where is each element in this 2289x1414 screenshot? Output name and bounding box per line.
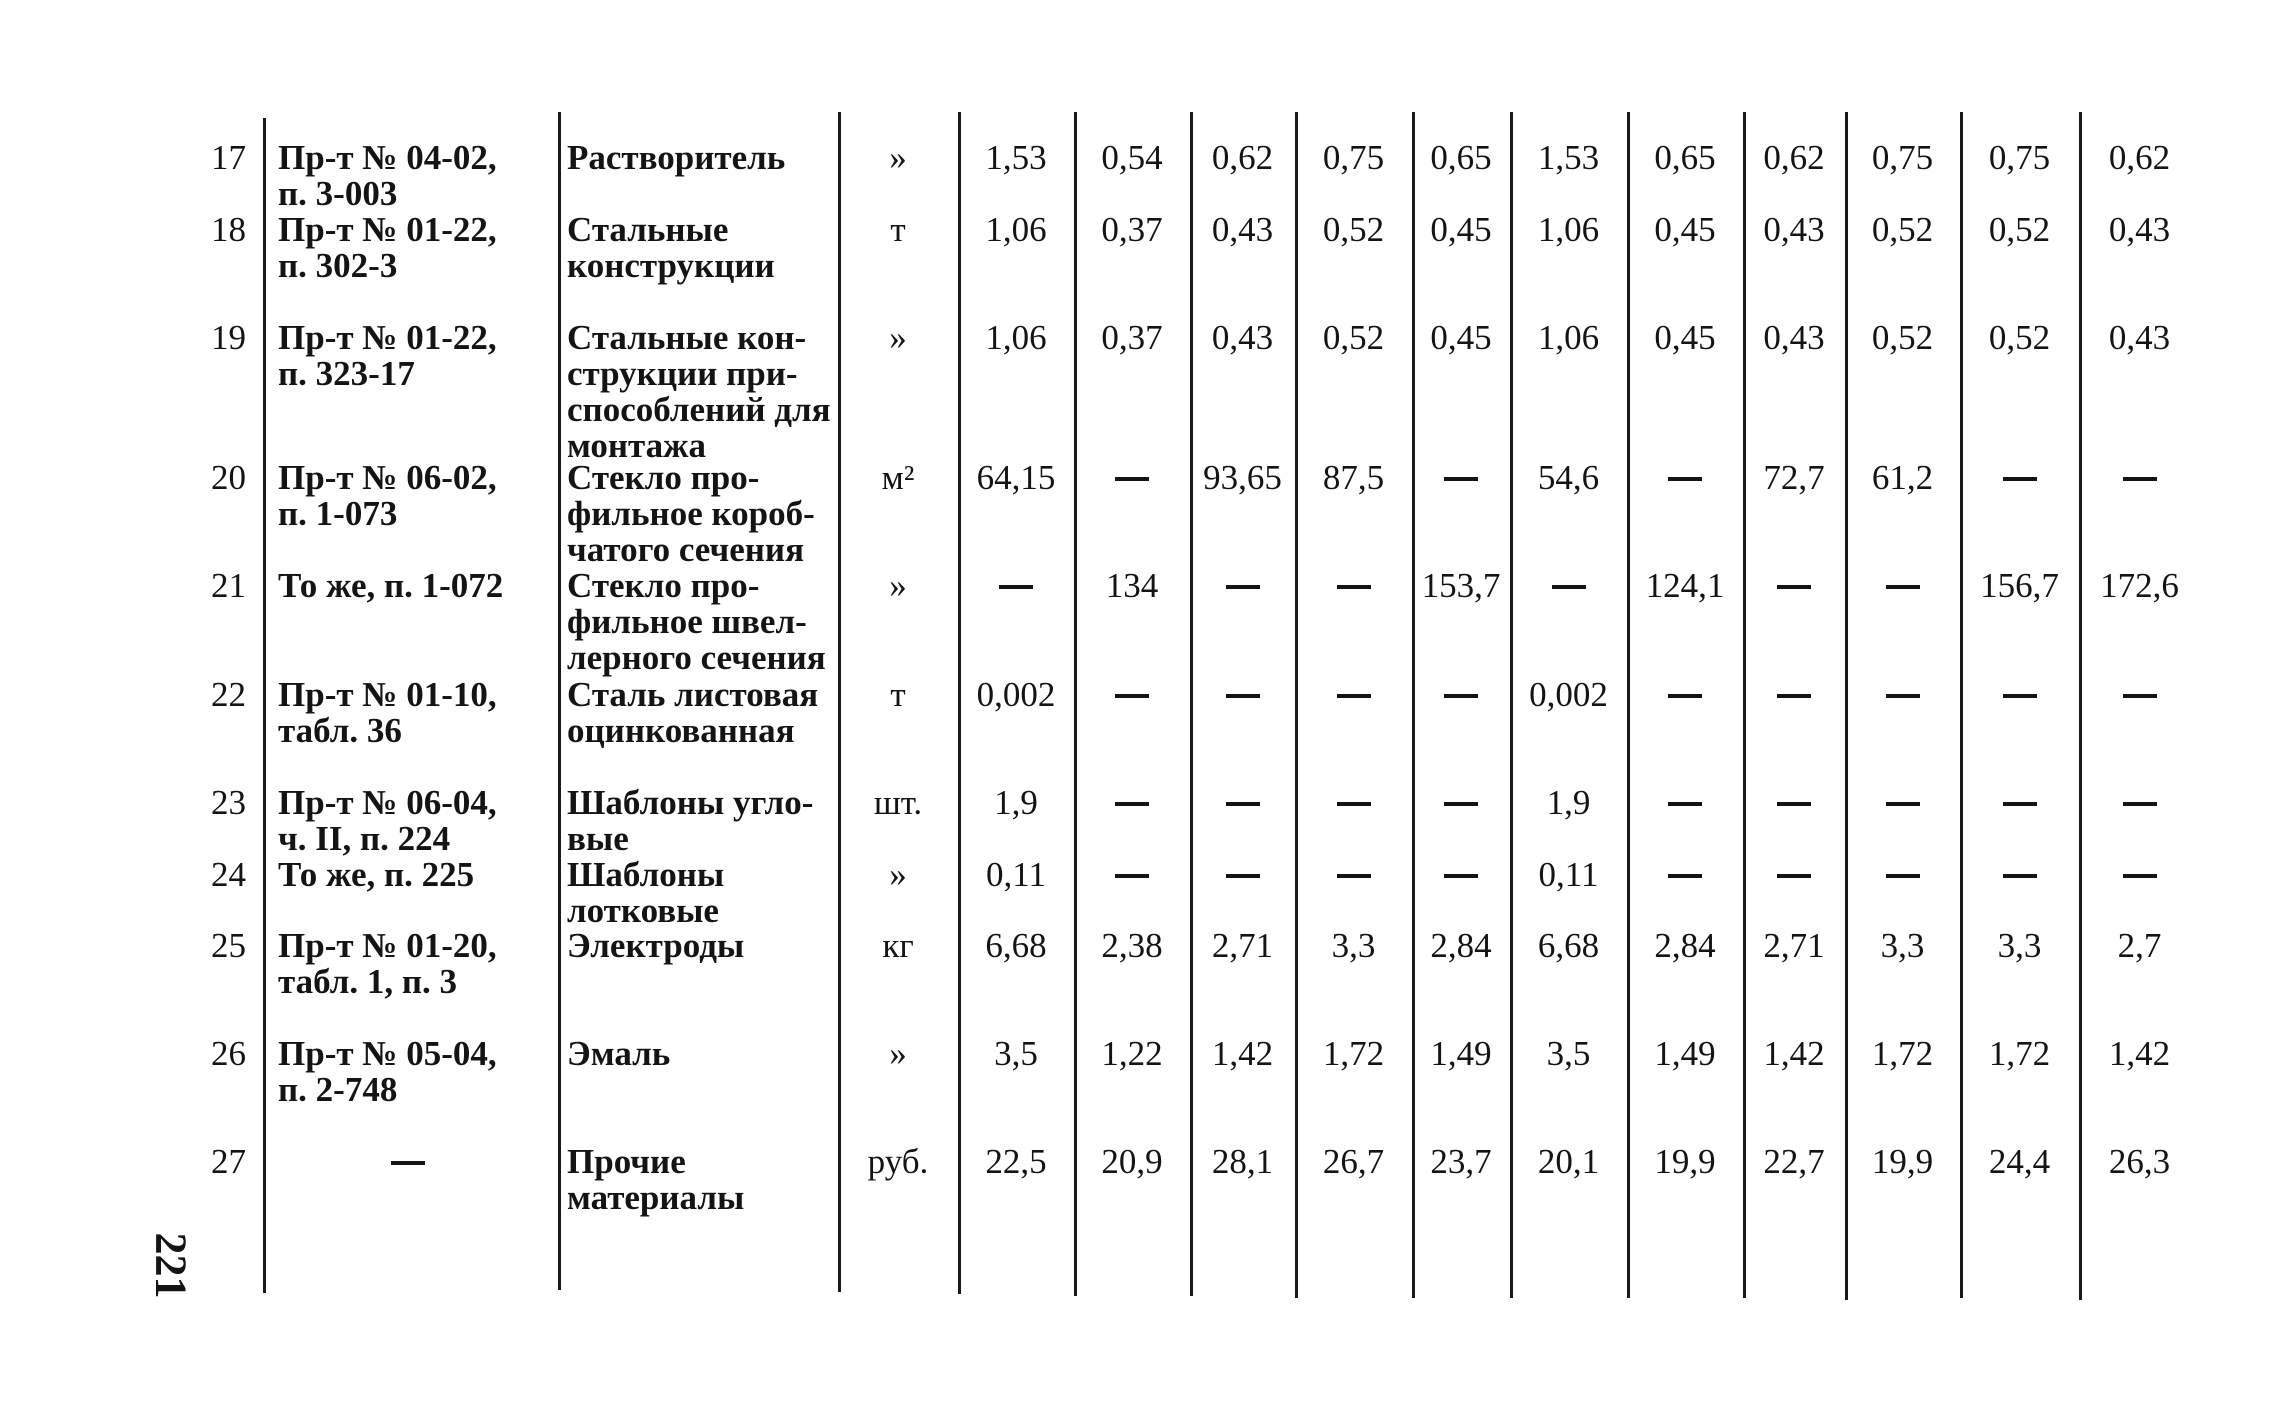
column-rule: [1074, 112, 1077, 1296]
column-rule: [1627, 112, 1630, 1298]
value-cell: 1,9: [1546, 783, 1591, 822]
value-cell: [962, 568, 1070, 604]
value-cell: 1,9: [994, 783, 1038, 822]
value-cell: [1849, 785, 1956, 821]
value-cell: [1194, 857, 1291, 893]
value-cell: 22,5: [985, 1142, 1047, 1181]
value-cell: [2083, 857, 2196, 893]
source-reference: ч. II, п. 224: [278, 819, 451, 858]
column-rule: [958, 112, 961, 1294]
value-cell: 0,62: [1211, 138, 1274, 177]
dash-mark: [1552, 585, 1586, 589]
row-number: 25: [211, 926, 246, 965]
dash-mark: [1444, 802, 1478, 806]
dash-mark: [1886, 874, 1920, 878]
value-cell: 72,7: [1763, 458, 1825, 497]
value-cell: 0,62: [1763, 138, 1825, 177]
value-cell: 0,45: [1654, 210, 1716, 249]
dash-mark: [2003, 477, 2037, 481]
value-cell: [1849, 857, 1956, 893]
dash-mark: [2123, 874, 2157, 878]
value-cell: [1631, 677, 1739, 713]
value-cell: 1,22: [1101, 1034, 1163, 1073]
value-cell: 2,71: [1763, 926, 1825, 965]
material-name: Стекло про-: [567, 566, 760, 605]
value-cell: [1416, 857, 1506, 893]
source-reference: п. 302-3: [278, 246, 398, 285]
column-rule: [1412, 112, 1415, 1298]
source-reference: п. 3-003: [278, 174, 398, 213]
value-cell: 3,3: [1331, 926, 1376, 965]
value-cell: [1078, 857, 1186, 893]
value-cell: [1299, 677, 1408, 713]
dash-mark: [1668, 694, 1702, 698]
page-number: 221: [146, 1232, 196, 1299]
value-cell: 2,7: [2117, 926, 2162, 965]
dash-mark: [1777, 874, 1811, 878]
value-cell: 1,06: [985, 210, 1047, 249]
dash-mark: [1668, 477, 1702, 481]
value-cell: 1,72: [1988, 1034, 2051, 1073]
source-reference: п. 2-748: [278, 1070, 398, 1109]
dash-mark: [1444, 874, 1478, 878]
dash-mark: [2123, 477, 2157, 481]
column-rule: [838, 112, 841, 1292]
value-cell: 28,1: [1211, 1142, 1274, 1181]
unit-of-measure: »: [889, 318, 907, 357]
value-cell: 0,52: [1871, 210, 1934, 249]
value-cell: 0,75: [1988, 138, 2051, 177]
dash-mark: [999, 585, 1033, 589]
material-name: вые: [567, 819, 629, 858]
unit-of-measure: т: [890, 675, 906, 714]
source-reference: Пр-т № 01-22,: [278, 318, 497, 357]
source-reference: То же, п. 1-072: [278, 566, 504, 605]
value-cell: [1194, 568, 1291, 604]
value-cell: 1,06: [985, 318, 1047, 357]
value-cell: [1964, 857, 2075, 893]
value-cell: 0,43: [1763, 318, 1825, 357]
value-cell: [2083, 785, 2196, 821]
material-name: Шаблоны: [567, 855, 725, 894]
value-cell: 0,75: [1322, 138, 1385, 177]
dash-mark: [391, 1161, 425, 1165]
value-cell: 6,68: [985, 926, 1047, 965]
unit-of-measure: »: [889, 1034, 907, 1073]
row-number: 24: [211, 855, 246, 894]
value-cell: 20,1: [1537, 1142, 1600, 1181]
unit-of-measure: »: [889, 566, 907, 605]
value-cell: 0,52: [1871, 318, 1934, 357]
value-cell: 1,72: [1322, 1034, 1385, 1073]
row-number: 19: [211, 318, 246, 357]
value-cell: 1,42: [2108, 1034, 2171, 1073]
value-cell: 54,6: [1537, 458, 1600, 497]
value-cell: 1,72: [1871, 1034, 1934, 1073]
unit-of-measure: кг: [882, 926, 914, 965]
column-rule: [1743, 112, 1746, 1298]
value-cell: 93,65: [1203, 458, 1282, 497]
source-reference: табл. 36: [278, 711, 402, 750]
value-cell: 26,7: [1322, 1142, 1385, 1181]
value-cell: 124,1: [1645, 566, 1725, 605]
material-name: Стекло про-: [567, 458, 760, 497]
value-cell: 0,43: [1211, 318, 1274, 357]
source-reference: Пр-т № 01-22,: [278, 210, 497, 249]
dash-mark: [1337, 802, 1371, 806]
value-cell: 172,6: [2100, 566, 2179, 605]
source-reference: табл. 1, п. 3: [278, 962, 458, 1001]
value-cell: [1964, 460, 2075, 496]
value-cell: 156,7: [1980, 566, 2059, 605]
unit-of-measure: шт.: [873, 783, 923, 822]
value-cell: [1747, 568, 1841, 604]
value-cell: 0,52: [1988, 210, 2051, 249]
value-cell: 3,3: [1997, 926, 2042, 965]
dash-mark: [1444, 477, 1478, 481]
value-cell: [1514, 568, 1623, 604]
value-cell: 1,49: [1430, 1034, 1492, 1073]
value-cell: 0,002: [976, 675, 1056, 714]
value-cell: 134: [1105, 566, 1159, 605]
dash-mark: [2123, 802, 2157, 806]
unit-of-measure: »: [889, 138, 907, 177]
value-cell: 0,75: [1871, 138, 1934, 177]
unit-of-measure: м²: [881, 458, 915, 497]
material-name: Электроды: [567, 926, 745, 965]
material-name: оцинкованная: [567, 711, 795, 750]
value-cell: 0,43: [1211, 210, 1274, 249]
source-reference: п. 1-073: [278, 494, 398, 533]
value-cell: 3,5: [1546, 1034, 1591, 1073]
value-cell: [1416, 677, 1506, 713]
dash-mark: [1226, 585, 1260, 589]
value-cell: [1078, 677, 1186, 713]
value-cell: 20,9: [1101, 1142, 1163, 1181]
value-cell: 24,4: [1988, 1142, 2051, 1181]
source-reference: Пр-т № 06-04,: [278, 783, 497, 822]
dash-mark: [1668, 874, 1702, 878]
value-cell: 3,3: [1880, 926, 1925, 965]
value-cell: 0,43: [1763, 210, 1825, 249]
source-reference: Пр-т № 04-02,: [278, 138, 497, 177]
source-reference: Пр-т № 01-20,: [278, 926, 497, 965]
column-rule: [1845, 112, 1848, 1300]
material-name: лерного сечения: [567, 638, 826, 677]
value-cell: [2083, 460, 2196, 496]
material-name: струкции при-: [567, 354, 798, 393]
value-cell: 1,53: [1537, 138, 1600, 177]
value-cell: 0,43: [2108, 318, 2171, 357]
dash-mark: [1115, 694, 1149, 698]
dash-mark: [1115, 874, 1149, 878]
row-number: 22: [211, 675, 246, 714]
value-cell: 0,65: [1654, 138, 1716, 177]
value-cell: [2083, 677, 2196, 713]
value-cell: 153,7: [1421, 566, 1501, 605]
source-reference: [278, 1144, 538, 1180]
material-name: фильное короб-: [567, 494, 815, 533]
row-number: 23: [211, 783, 246, 822]
row-number: 26: [211, 1034, 246, 1073]
value-cell: 0,11: [1538, 855, 1599, 894]
source-reference: Пр-т № 05-04,: [278, 1034, 497, 1073]
dash-mark: [1337, 694, 1371, 698]
material-name: Эмаль: [567, 1034, 671, 1073]
value-cell: 1,53: [985, 138, 1047, 177]
row-number: 21: [211, 566, 246, 605]
value-cell: [1416, 460, 1506, 496]
value-cell: 1,42: [1211, 1034, 1274, 1073]
dash-mark: [2003, 874, 2037, 878]
material-name: Растворитель: [567, 138, 786, 177]
value-cell: [1747, 857, 1841, 893]
value-cell: 1,06: [1537, 210, 1600, 249]
value-cell: 2,38: [1101, 926, 1163, 965]
dash-mark: [1226, 874, 1260, 878]
value-cell: 22,7: [1763, 1142, 1825, 1181]
dash-mark: [1777, 694, 1811, 698]
material-name: способлений для: [567, 390, 831, 429]
dash-mark: [1226, 802, 1260, 806]
source-reference: Пр-т № 01-10,: [278, 675, 497, 714]
value-cell: 0,54: [1101, 138, 1163, 177]
value-cell: 19,9: [1654, 1142, 1716, 1181]
unit-of-measure: руб.: [867, 1142, 929, 1181]
value-cell: [1631, 460, 1739, 496]
dash-mark: [1226, 694, 1260, 698]
column-rule: [2079, 112, 2082, 1300]
value-cell: [1747, 785, 1841, 821]
column-rule: [1295, 112, 1298, 1298]
value-cell: 0,62: [2108, 138, 2171, 177]
row-number: 27: [211, 1142, 246, 1181]
dash-mark: [1777, 585, 1811, 589]
value-cell: 0,52: [1322, 210, 1385, 249]
column-rule: [1190, 112, 1193, 1296]
column-rule: [1960, 112, 1963, 1298]
column-rule: [1510, 112, 1513, 1298]
value-cell: 19,9: [1871, 1142, 1934, 1181]
dash-mark: [1115, 802, 1149, 806]
value-cell: 0,37: [1101, 210, 1163, 249]
value-cell: [1194, 677, 1291, 713]
value-cell: 0,43: [2108, 210, 2171, 249]
row-number: 18: [211, 210, 246, 249]
source-reference: Пр-т № 06-02,: [278, 458, 497, 497]
material-name: Стальные кон-: [567, 318, 807, 357]
value-cell: 2,84: [1430, 926, 1492, 965]
source-reference: п. 323-17: [278, 354, 415, 393]
material-name: материалы: [567, 1178, 745, 1217]
dash-mark: [1886, 694, 1920, 698]
dash-mark: [1886, 585, 1920, 589]
row-number: 17: [211, 138, 246, 177]
dash-mark: [1337, 874, 1371, 878]
value-cell: 23,7: [1430, 1142, 1492, 1181]
value-cell: [1299, 785, 1408, 821]
dash-mark: [2123, 694, 2157, 698]
source-reference: То же, п. 225: [278, 855, 475, 894]
value-cell: 0,45: [1654, 318, 1716, 357]
value-cell: 0,37: [1101, 318, 1163, 357]
value-cell: [1849, 677, 1956, 713]
value-cell: [1747, 677, 1841, 713]
value-cell: [1416, 785, 1506, 821]
value-cell: 0,65: [1430, 138, 1492, 177]
dash-mark: [1444, 694, 1478, 698]
value-cell: 2,84: [1654, 926, 1716, 965]
value-cell: 61,2: [1871, 458, 1934, 497]
material-name: конструкции: [567, 246, 775, 285]
material-name: Прочие: [567, 1142, 686, 1181]
value-cell: 0,002: [1529, 675, 1608, 714]
value-cell: [1849, 568, 1956, 604]
value-cell: 0,45: [1430, 210, 1492, 249]
value-cell: [1964, 677, 2075, 713]
value-cell: 26,3: [2108, 1142, 2171, 1181]
value-cell: [1964, 785, 2075, 821]
row-number: 20: [211, 458, 246, 497]
value-cell: 6,68: [1537, 926, 1600, 965]
column-rule: [558, 112, 561, 1290]
value-cell: 1,42: [1763, 1034, 1825, 1073]
value-cell: 0,52: [1988, 318, 2051, 357]
column-rule: [263, 118, 266, 1293]
material-name: фильное швел-: [567, 602, 807, 641]
value-cell: 2,71: [1211, 926, 1274, 965]
value-cell: [1631, 785, 1739, 821]
dash-mark: [2003, 802, 2037, 806]
value-cell: 0,11: [986, 855, 1046, 894]
value-cell: [1299, 568, 1408, 604]
value-cell: [1078, 460, 1186, 496]
value-cell: 1,49: [1654, 1034, 1716, 1073]
material-name: монтажа: [567, 426, 707, 465]
value-cell: [1194, 785, 1291, 821]
dash-mark: [1777, 802, 1811, 806]
value-cell: [1078, 785, 1186, 821]
value-cell: 64,15: [976, 458, 1056, 497]
dash-mark: [1115, 477, 1149, 481]
material-name: лотковые: [567, 891, 719, 930]
dash-mark: [1668, 802, 1702, 806]
dash-mark: [2003, 694, 2037, 698]
value-cell: [1631, 857, 1739, 893]
unit-of-measure: »: [889, 855, 907, 894]
dash-mark: [1337, 585, 1371, 589]
value-cell: 3,5: [994, 1034, 1038, 1073]
material-name: Шаблоны угло-: [567, 783, 814, 822]
value-cell: 0,52: [1322, 318, 1385, 357]
value-cell: 0,45: [1430, 318, 1492, 357]
value-cell: 1,06: [1537, 318, 1600, 357]
material-name: Сталь листовая: [567, 675, 819, 714]
dash-mark: [1886, 802, 1920, 806]
unit-of-measure: т: [890, 210, 906, 249]
value-cell: [1299, 857, 1408, 893]
value-cell: 87,5: [1322, 458, 1385, 497]
material-name: Стальные: [567, 210, 729, 249]
material-name: чатого сечения: [567, 530, 805, 569]
